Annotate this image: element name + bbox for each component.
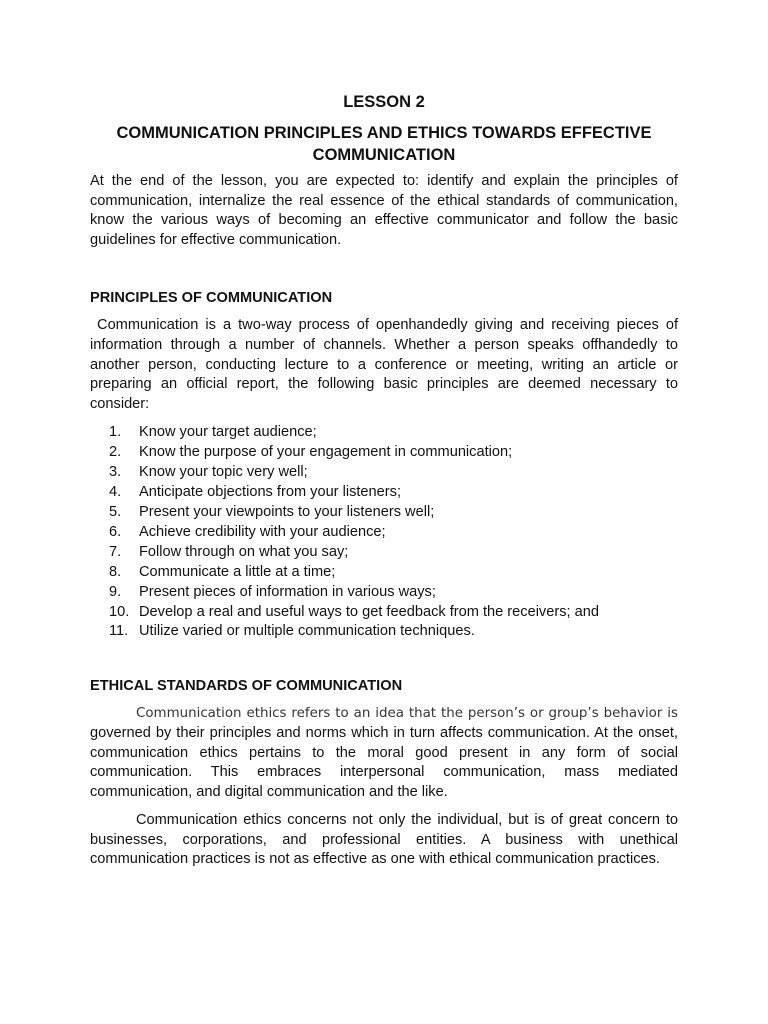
list-item-number: 6. <box>109 523 122 540</box>
ethics-paragraph-1 <box>90 704 678 802</box>
list-item-text: Present pieces of information in various ways; <box>139 583 436 600</box>
document-page <box>90 88 678 870</box>
list-item-text: Present your viewpoints to your listeners well; <box>139 503 435 520</box>
principles-list <box>90 423 678 642</box>
list-item-text: Know the purpose of your engagement in communication; <box>139 444 513 461</box>
intro-paragraph: At the end of the lesson, you are expected to: identify and explain the principles of communication, internalize the real essence of the ethical standards of communication, know the various ways of becoming an effective communicator and follow the basic guidelines for effective communication. <box>90 173 678 248</box>
lesson-title: COMMUNICATION PRINCIPLES AND ETHICS TOWARDS EFFECTIVE COMMUNICATION <box>116 124 652 164</box>
list-item-number: 10. <box>109 603 130 620</box>
list-item <box>90 423 678 443</box>
ethics-paragraph-1-rest: governed by their principles and norms which in turn affects communication. At the onset, communication ethics pertains to the moral good present in any form of social communication. This embraces interpersonal communication, mass mediated communication, and digital communication and the like. <box>90 724 678 800</box>
list-item <box>90 543 678 563</box>
list-item <box>90 443 678 463</box>
list-item <box>90 583 678 603</box>
list-item-number: 1. <box>109 424 122 441</box>
list-item <box>90 523 678 543</box>
list-item-text: Achieve credibility with your audience; <box>139 523 386 540</box>
list-item <box>90 483 678 503</box>
list-item-text: Develop a real and useful ways to get feedback from the receivers; and <box>139 603 599 620</box>
list-item-number: 5. <box>109 503 122 520</box>
list-item-text: Follow through on what you say; <box>139 543 349 560</box>
list-item-number: 8. <box>109 563 122 580</box>
list-item-text: Know your target audience; <box>139 424 317 441</box>
list-item-number: 9. <box>109 583 122 600</box>
ethics-heading: ETHICAL STANDARDS OF COMMUNICATION <box>90 678 403 695</box>
list-item-number: 11. <box>109 623 129 640</box>
list-item-number: 2. <box>109 444 122 461</box>
list-item <box>90 563 678 583</box>
lesson-label: LESSON 2 <box>343 93 425 111</box>
list-item-number: 3. <box>109 464 122 481</box>
list-item <box>90 463 678 483</box>
list-item <box>90 603 678 623</box>
list-item-text: Communicate a little at a time; <box>139 563 336 580</box>
list-item-number: 4. <box>109 484 122 501</box>
list-item <box>90 622 678 642</box>
list-item <box>90 503 678 523</box>
list-item-text: Utilize varied or multiple communication techniques. <box>139 623 475 640</box>
ethics-paragraph-2: Communication ethics concerns not only the individual, but is of great concern to businesses, corporations, and professional entities. A business with unethical communication practices is not as effective as one with ethical communication practices. <box>90 812 678 868</box>
list-item-text: Know your topic very well; <box>139 464 308 481</box>
principles-heading: PRINCIPLES OF COMMUNICATION <box>90 290 333 307</box>
list-item-number: 7. <box>109 543 122 560</box>
ethics-paragraph-1-lead: Communication ethics refers to an idea that the person’s or group’s behavior is <box>136 706 678 722</box>
principles-paragraph <box>90 316 678 414</box>
list-item-text: Anticipate objections from your listeners; <box>139 484 401 501</box>
principles-paragraph-text: Communication is a two-way process of openhandedly giving and receiving pieces of information through a number of channels. Whether a person speaks offhandedly to another person, conducting lecture to a conference or meeting, writing an article or preparing an official report, the following basic principles are deemed necessary to consider: <box>90 317 678 412</box>
